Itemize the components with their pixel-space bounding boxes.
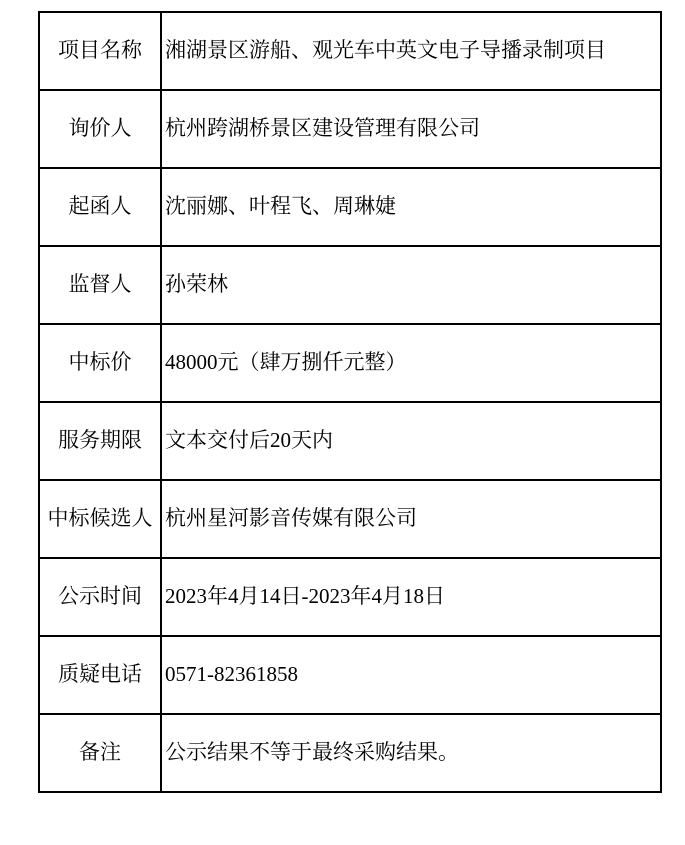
table-row-publicity-period xyxy=(39,558,661,636)
value-remarks: 公示结果不等于最终采购结果。 xyxy=(161,714,661,792)
table-row-inquirer xyxy=(39,90,661,168)
table-row-inquiry-phone xyxy=(39,636,661,714)
label-inquirer: 询价人 xyxy=(39,90,161,168)
label-winning-price: 中标价 xyxy=(39,324,161,402)
label-publicity-period: 公示时间 xyxy=(39,558,161,636)
value-winning-candidate: 杭州星河影音传媒有限公司 xyxy=(161,480,661,558)
value-inquirer: 杭州跨湖桥景区建设管理有限公司 xyxy=(161,90,661,168)
label-supervisor: 监督人 xyxy=(39,246,161,324)
table-row-winning-candidate xyxy=(39,480,661,558)
table-row-remarks xyxy=(39,714,661,792)
value-winning-price: 48000元（肆万捌仟元整） xyxy=(161,324,661,402)
label-inquiry-phone: 质疑电话 xyxy=(39,636,161,714)
value-project-name: 湘湖景区游船、观光车中英文电子导播录制项目 xyxy=(161,12,661,90)
label-drafters: 起函人 xyxy=(39,168,161,246)
value-supervisor: 孙荣林 xyxy=(161,246,661,324)
label-project-name: 项目名称 xyxy=(39,12,161,90)
table-row-drafters xyxy=(39,168,661,246)
table-row-winning-price xyxy=(39,324,661,402)
table-row-service-period xyxy=(39,402,661,480)
label-remarks: 备注 xyxy=(39,714,161,792)
label-winning-candidate: 中标候选人 xyxy=(39,480,161,558)
value-publicity-period: 2023年4月14日-2023年4月18日 xyxy=(161,558,661,636)
value-drafters: 沈丽娜、叶程飞、周琳婕 xyxy=(161,168,661,246)
announcement-table xyxy=(38,11,662,793)
table-row-supervisor xyxy=(39,246,661,324)
value-service-period: 文本交付后20天内 xyxy=(161,402,661,480)
value-inquiry-phone: 0571-82361858 xyxy=(161,636,661,714)
label-service-period: 服务期限 xyxy=(39,402,161,480)
table-row-project-name xyxy=(39,12,661,90)
